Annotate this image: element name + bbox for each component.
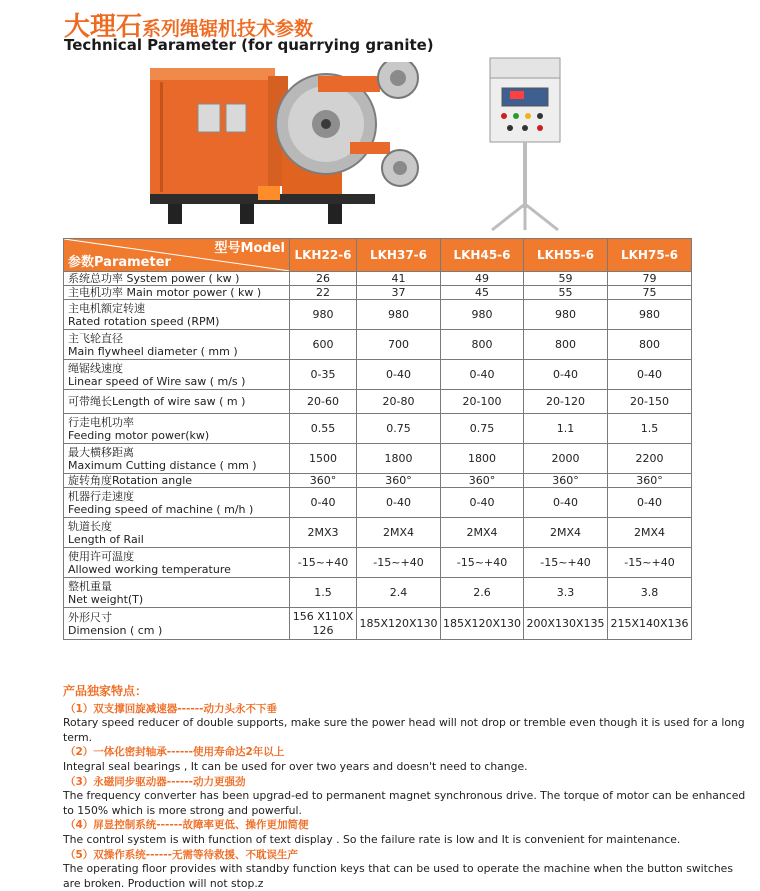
value-cell: 2.6 xyxy=(441,578,524,608)
param-label: 机器行走速度 xyxy=(68,489,134,503)
value-cell: 1.5 xyxy=(290,578,357,608)
feature-list xyxy=(63,702,753,891)
value-cell: 20-60 xyxy=(290,390,357,414)
param-cell xyxy=(64,444,290,474)
param-label-en: Feeding speed of machine ( m/h ) xyxy=(68,502,254,516)
param-cell xyxy=(64,414,290,444)
value-cell: 0.75 xyxy=(357,414,441,444)
table-row xyxy=(64,488,692,518)
value-cell: 2MX3 xyxy=(290,518,357,548)
table-row xyxy=(64,474,692,488)
value-cell: 22 xyxy=(290,286,357,300)
value-cell: 185X120X130 xyxy=(357,608,441,640)
value-cell: 700 xyxy=(357,330,441,360)
page-subtitle: Technical Parameter (for quarrying granite) xyxy=(64,36,434,54)
value-cell: 0.75 xyxy=(441,414,524,444)
value-cell: 0-40 xyxy=(524,360,608,390)
title-cn-rest: 系列绳锯机技术参数 xyxy=(142,18,314,40)
value-cell: 26 xyxy=(290,272,357,286)
param-label-en: Allowed working temperature xyxy=(68,562,231,576)
param-label: 整机重量 xyxy=(68,579,112,593)
param-label: 轨道长度 xyxy=(68,519,112,533)
value-cell: 800 xyxy=(441,330,524,360)
wire-saw-machine-image xyxy=(150,62,440,230)
value-cell: -15~+40 xyxy=(290,548,357,578)
value-cell: 20-80 xyxy=(357,390,441,414)
value-cell: 2MX4 xyxy=(441,518,524,548)
value-cell: 600 xyxy=(290,330,357,360)
value-cell: 37 xyxy=(357,286,441,300)
feature-description: Rotary speed reducer of double supports, make sure the power head will not drop or tremble even though it is used for a long term. xyxy=(63,716,745,744)
param-cell xyxy=(64,300,290,330)
value-cell: 360° xyxy=(357,474,441,488)
param-label-en: Dimension ( cm ) xyxy=(68,623,163,637)
model-header-0: LKH22-6 xyxy=(290,239,357,272)
value-cell: 2MX4 xyxy=(357,518,441,548)
value-cell: 980 xyxy=(608,300,692,330)
value-cell: 1800 xyxy=(357,444,441,474)
value-cell: 1.1 xyxy=(524,414,608,444)
product-features xyxy=(63,684,753,891)
table-row xyxy=(64,518,692,548)
param-cell xyxy=(64,608,290,640)
param-cell xyxy=(64,272,290,286)
value-cell: 185X120X130 xyxy=(441,608,524,640)
value-cell: 2000 xyxy=(524,444,608,474)
param-label: 使用许可温度 xyxy=(68,549,134,563)
value-cell: 215X140X136 xyxy=(608,608,692,640)
param-cell xyxy=(64,518,290,548)
value-cell: 2.4 xyxy=(357,578,441,608)
value-cell: 360° xyxy=(441,474,524,488)
value-cell: -15~+40 xyxy=(608,548,692,578)
value-cell: 55 xyxy=(524,286,608,300)
param-label-en: Main flywheel diameter ( mm ) xyxy=(68,344,238,358)
value-cell: 0.55 xyxy=(290,414,357,444)
value-cell: 0-40 xyxy=(608,488,692,518)
table-row xyxy=(64,300,692,330)
technical-parameter-table xyxy=(63,238,692,640)
param-label: 最大横移距离 xyxy=(68,445,134,459)
table-row xyxy=(64,360,692,390)
model-header-3: LKH55-6 xyxy=(524,239,608,272)
param-cell xyxy=(64,578,290,608)
feature-description: The frequency converter has been upgrad-ed to permanent magnet synchronous drive. The torque of motor can be enhanced to 150% which is more strong and powerful. xyxy=(63,789,746,817)
model-header-1: LKH37-6 xyxy=(357,239,441,272)
param-cell xyxy=(64,548,290,578)
value-cell: 0-40 xyxy=(441,488,524,518)
feature-description: Integral seal bearings , It can be used for over two years and doesn't need to change. xyxy=(63,759,528,773)
table-row xyxy=(64,444,692,474)
value-cell: 3.3 xyxy=(524,578,608,608)
value-cell: 0-40 xyxy=(357,488,441,518)
value-cell: 79 xyxy=(608,272,692,286)
value-cell: 1500 xyxy=(290,444,357,474)
value-cell: 20-120 xyxy=(524,390,608,414)
param-label-en: Maximum Cutting distance ( mm ) xyxy=(68,458,257,472)
value-cell: 49 xyxy=(441,272,524,286)
param-label-en: Net weight(T) xyxy=(68,592,144,606)
param-cell xyxy=(64,474,290,488)
param-label-en: Rated rotation speed (RPM) xyxy=(68,314,220,328)
value-cell: 980 xyxy=(357,300,441,330)
value-cell: 1800 xyxy=(441,444,524,474)
param-label: 行走电机功率 xyxy=(68,415,134,429)
param-label-en: Feeding motor power(kw) xyxy=(68,428,210,442)
value-cell: 59 xyxy=(524,272,608,286)
value-cell: 980 xyxy=(441,300,524,330)
value-cell: 0-40 xyxy=(441,360,524,390)
value-cell: 360° xyxy=(290,474,357,488)
value-cell: 45 xyxy=(441,286,524,300)
value-cell: 41 xyxy=(357,272,441,286)
param-label: 主电机额定转速 xyxy=(68,301,145,315)
param-label: 外形尺寸 xyxy=(68,610,112,624)
param-cell xyxy=(64,488,290,518)
param-label: 主飞轮直径 xyxy=(68,331,123,345)
value-cell: 3.8 xyxy=(608,578,692,608)
param-label-en: Linear speed of Wire saw ( m/s ) xyxy=(68,374,246,388)
param-label: 系统总功率 System power ( kw ) xyxy=(68,272,240,285)
param-cell xyxy=(64,286,290,300)
value-cell: 156 X110X126 xyxy=(290,608,357,640)
value-cell: 0-40 xyxy=(290,488,357,518)
value-cell: 200X130X135 xyxy=(524,608,608,640)
feature-title: （5）双操作系统------无需等待救援、不耽误生产 xyxy=(65,848,298,861)
param-cell xyxy=(64,330,290,360)
control-cabinet-image xyxy=(480,54,570,232)
table-row xyxy=(64,286,692,300)
value-cell: 0-40 xyxy=(524,488,608,518)
value-cell: 2MX4 xyxy=(608,518,692,548)
table-header-row xyxy=(64,239,692,272)
features-heading: 产品独家特点： xyxy=(63,684,148,698)
value-cell: -15~+40 xyxy=(441,548,524,578)
feature-title: （4）屏显控制系统------故障率更低、操作更加简便 xyxy=(65,819,309,832)
table-row xyxy=(64,578,692,608)
table-body xyxy=(64,239,692,640)
value-cell: 20-100 xyxy=(441,390,524,414)
model-header-4: LKH75-6 xyxy=(608,239,692,272)
param-label: 可带绳长Length of wire saw ( m ) xyxy=(68,395,246,408)
table-row xyxy=(64,390,692,414)
value-cell: 800 xyxy=(608,330,692,360)
header-corner-cell xyxy=(64,239,290,272)
feature-description: The operating floor provides with standby function keys that can be used to operate the machine when the button switches are broken. Production will not stop.z xyxy=(63,862,733,890)
corner-model-label: 型号Model xyxy=(214,241,285,256)
value-cell: 0-40 xyxy=(357,360,441,390)
title-cn-main: 大理石 xyxy=(64,12,143,42)
param-cell xyxy=(64,360,290,390)
value-cell: 980 xyxy=(524,300,608,330)
param-label: 绳锯线速度 xyxy=(68,361,123,375)
param-label: 主电机功率 Main motor power ( kw ) xyxy=(68,286,262,299)
value-cell: 0-35 xyxy=(290,360,357,390)
table-row xyxy=(64,548,692,578)
value-cell: 2200 xyxy=(608,444,692,474)
value-cell: 75 xyxy=(608,286,692,300)
feature-title: （3）永磁同步驱动器------动力更强劲 xyxy=(65,775,246,788)
value-cell: 2MX4 xyxy=(524,518,608,548)
corner-param-label: 参数Parameter xyxy=(68,255,171,270)
param-cell xyxy=(64,390,290,414)
model-header-2: LKH45-6 xyxy=(441,239,524,272)
value-cell: 360° xyxy=(524,474,608,488)
value-cell: 800 xyxy=(524,330,608,360)
table-row xyxy=(64,272,692,286)
value-cell: 20-150 xyxy=(608,390,692,414)
feature-title: （2）一体化密封轴承------使用寿命达2年以上 xyxy=(65,746,285,759)
value-cell: 980 xyxy=(290,300,357,330)
feature-title: （1）双支撑回旋减速器------动力头永不下垂 xyxy=(65,702,277,715)
value-cell: 360° xyxy=(608,474,692,488)
feature-description: The control system is with function of text display . So the failure rate is low and It is convenient for maintenance. xyxy=(63,832,681,846)
table-row xyxy=(64,414,692,444)
param-label: 旋转角度Rotation angle xyxy=(68,474,193,487)
value-cell: -15~+40 xyxy=(357,548,441,578)
value-cell: 0-40 xyxy=(608,360,692,390)
table-row xyxy=(64,608,692,640)
value-cell: 1.5 xyxy=(608,414,692,444)
value-cell: -15~+40 xyxy=(524,548,608,578)
param-label-en: Length of Rail xyxy=(68,532,144,546)
table-row xyxy=(64,330,692,360)
